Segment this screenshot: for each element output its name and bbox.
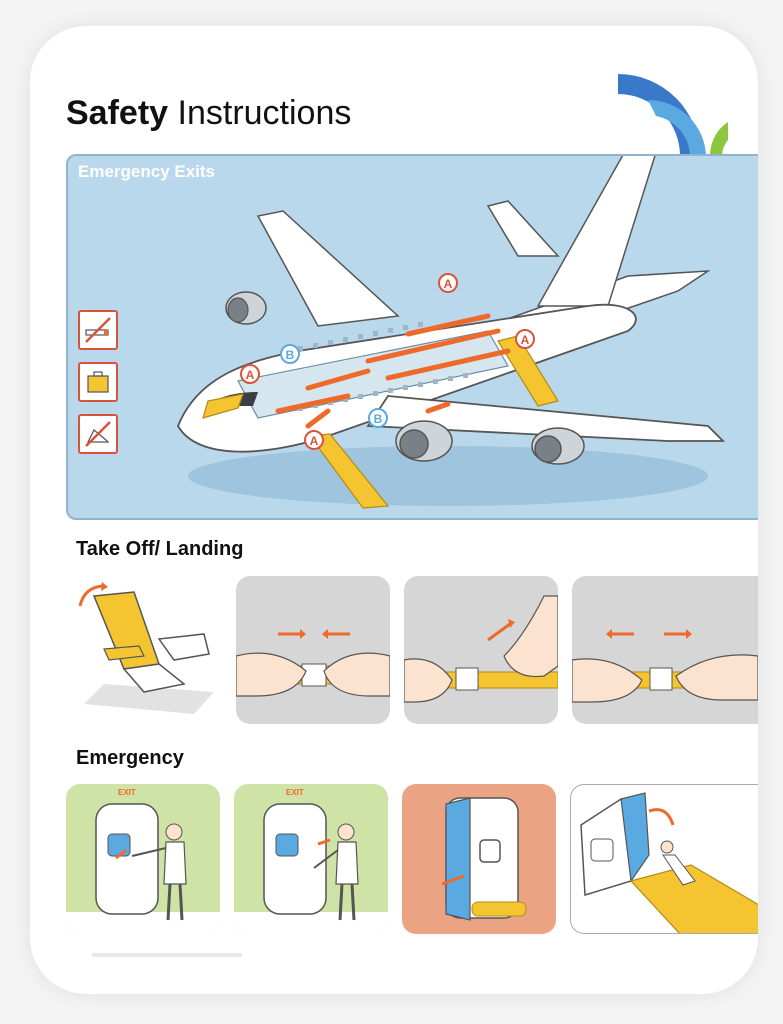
svg-text:B: B [285,348,295,362]
door-opened-icon [402,784,556,934]
slide-icon [571,785,758,934]
svg-text:A: A [520,333,530,347]
svg-text:B: B [373,412,383,426]
baggage-icon [78,362,118,402]
tighten-belt-panel [404,576,558,724]
page-title [66,94,351,133]
exit-marker-a-front [241,365,259,383]
airplane-exits-illustration [68,156,758,520]
exit-marker-a-rear [439,274,457,292]
door-opened-panel [402,784,556,934]
exit-sign: EXIT [286,788,304,797]
seat-upright-icon [64,574,224,726]
exit-marker-b-top [281,345,299,363]
no-heels-icon [78,414,118,454]
takeoff-landing-heading: Take Off/ Landing [76,538,244,560]
airline-logo [618,64,728,154]
svg-text:A: A [443,277,453,291]
exit-marker-a-bottom [305,431,323,449]
open-door-icon [66,784,220,934]
svg-text:A: A [309,434,319,448]
title-rest: Instructions [177,94,352,132]
emergency-exits-label: Emergency Exits [78,162,216,181]
slide-panel [570,784,758,934]
pull-handle-panel [234,784,388,934]
safety-card [30,26,758,994]
tighten-belt-icon [404,576,558,724]
exit-sign: EXIT [118,788,136,797]
exit-marker-b-bottom [369,409,387,427]
pull-handle-icon [234,784,388,934]
footnote-bar [92,953,242,957]
no-smoking-icon [78,310,118,350]
svg-text:A: A [245,368,255,382]
emergency-heading: Emergency [76,747,184,769]
fasten-belt-icon [236,576,390,724]
release-belt-panel [572,576,758,724]
exit-marker-a-aft [516,330,534,348]
emergency-exits-panel [66,154,758,520]
release-belt-icon [572,576,758,724]
title-bold: Safety [66,94,169,132]
open-door-panel [66,784,220,934]
fasten-belt-panel [236,576,390,724]
seat-upright-panel [64,574,224,726]
